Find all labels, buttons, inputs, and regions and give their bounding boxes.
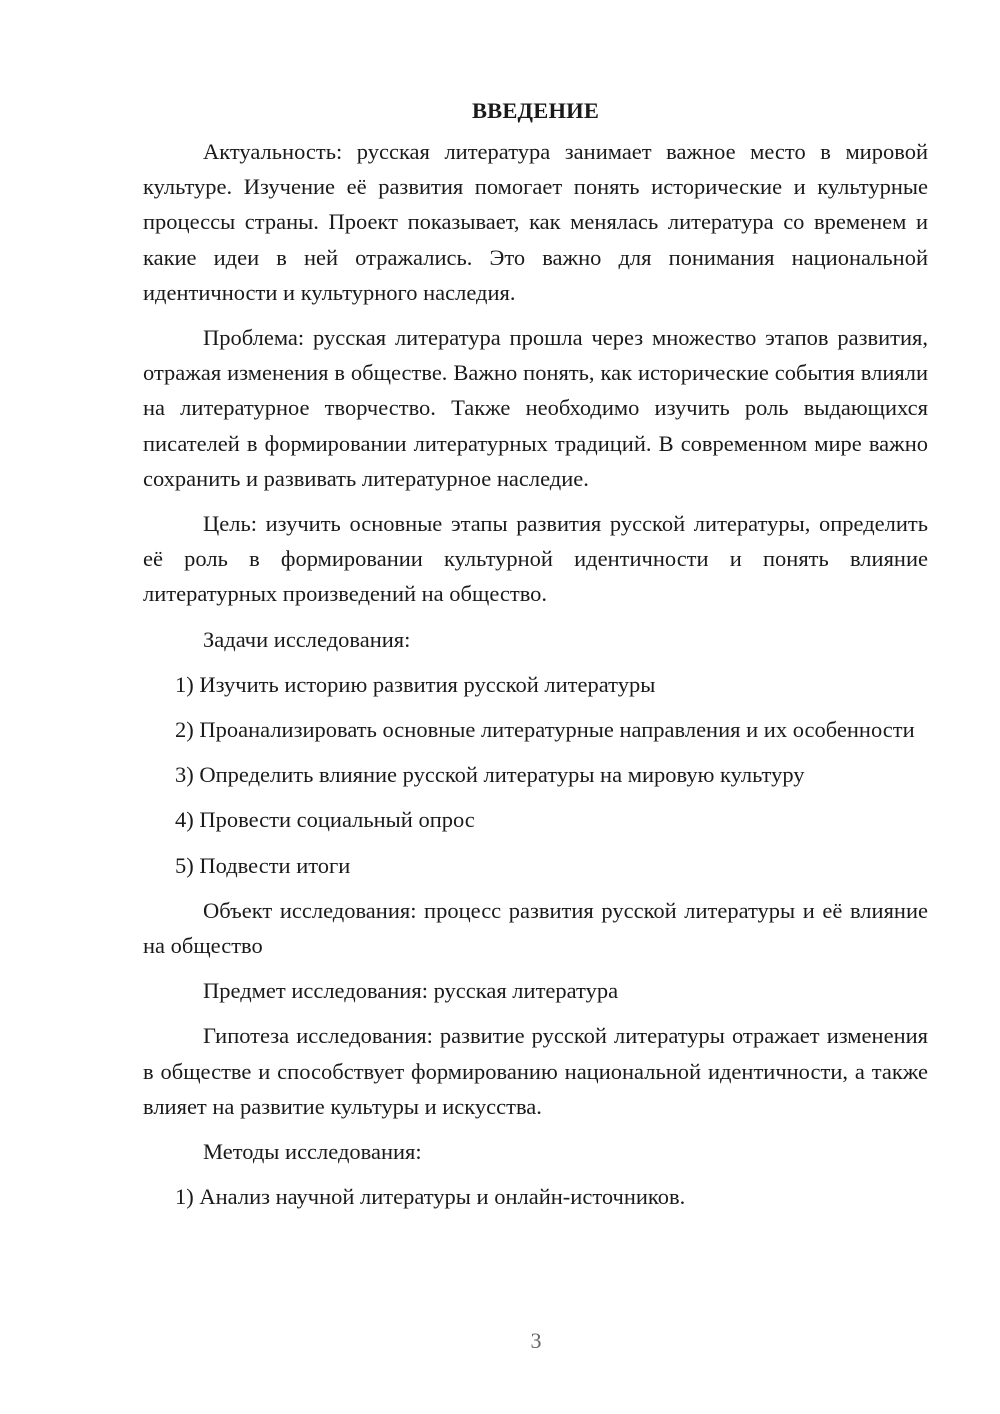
relevance-paragraph: Актуальность: русская литература занимает важное место в мировой культуре. Изучение её развития помогает понять исторические и культурные процессы страны. Проект показывает, как менялась литература со временем и какие идеи в ней отражались. Это важно для понимания национальной идентичности и культурного наследия. — [143, 139, 928, 305]
task-item: 2) Проанализировать основные литературные направления и их особенности — [175, 717, 915, 743]
task-item: 4) Провести социальный опрос — [175, 807, 475, 833]
tasks-heading: Задачи исследования: — [203, 626, 411, 652]
document-page — [143, 96, 928, 1224]
goal-paragraph: Цель: изучить основные этапы развития русской литературы, определить её роль в формировании культурной идентичности и понять влияние литературных произведений на общество. — [143, 511, 928, 607]
methods-heading: Методы исследования: — [203, 1139, 422, 1165]
page-title: ВВЕДЕНИЕ — [471, 98, 600, 123]
task-item: 5) Подвести итоги — [175, 852, 351, 878]
hypothesis-paragraph: Гипотеза исследования: развитие русской литературы отражает изменения в обществе и способствует формированию национальной идентичности, а также влияет на развитие культуры и искусства. — [143, 1023, 928, 1119]
page-number: 3 — [530, 1328, 542, 1353]
object-paragraph: Объект исследования: процесс развития русской литературы и её влияние на общество — [143, 897, 928, 959]
task-item: 3) Определить влияние русской литературы на мировую культуру — [175, 762, 805, 788]
subject-paragraph: Предмет исследования: русская литература — [203, 978, 619, 1004]
method-item: 1) Анализ научной литературы и онлайн-источников. — [175, 1184, 686, 1210]
task-item: 1) Изучить историю развития русской литературы — [175, 671, 656, 697]
problem-paragraph: Проблема: русская литература прошла через множество этапов развития, отражая изменения в обществе. Важно понять, как исторические события влияли на литературное творчество. Также необходимо изучить роль выдающихся писателей в формировании литературных традиций. В современном мире важно сохранить и развивать литературное наследие. — [143, 325, 928, 491]
